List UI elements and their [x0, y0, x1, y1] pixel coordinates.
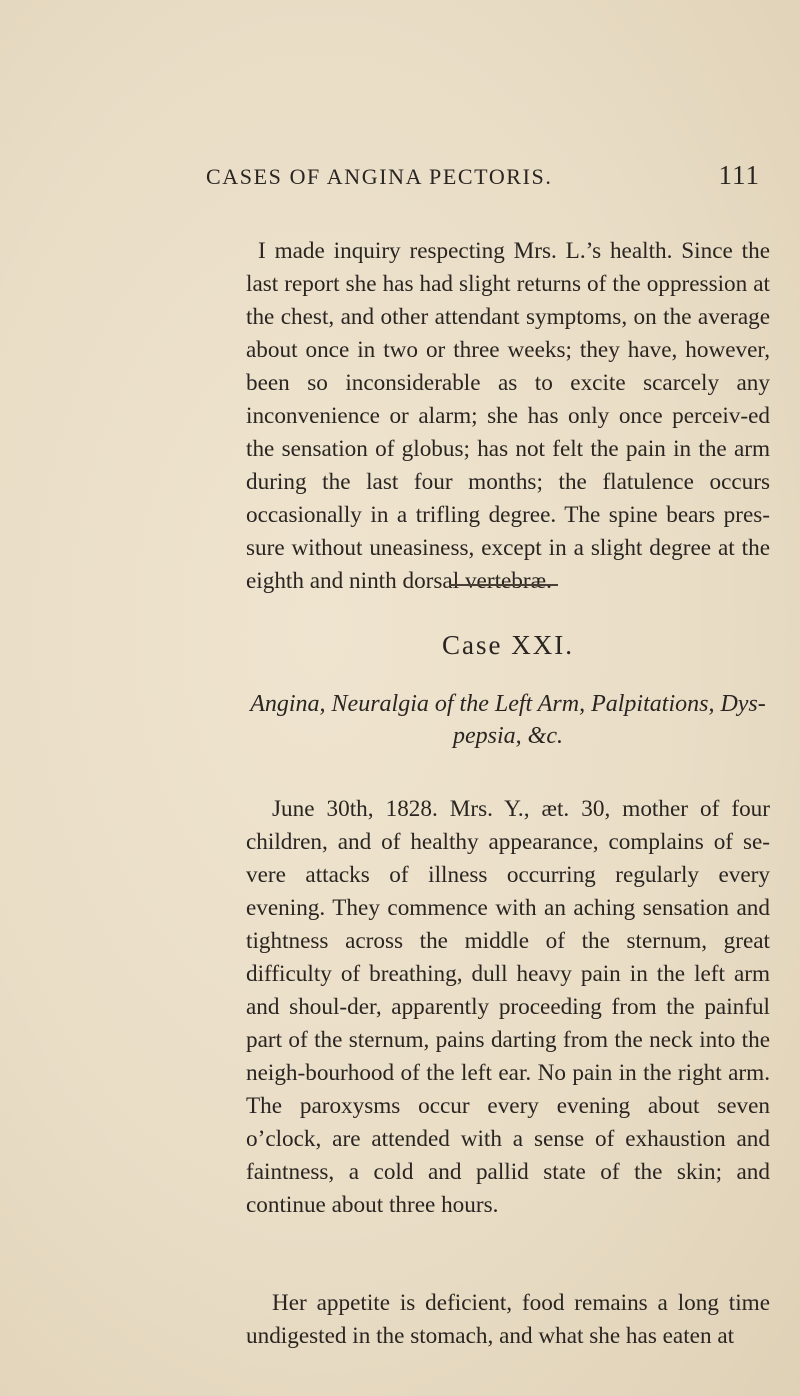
case-heading: Case XXI. — [442, 630, 574, 660]
paragraph-case-description: June 30th, 1828. Mrs. Y., æt. 30, mother of four children, and of healthy appearance, complains of se-vere attacks of illness occurring regularly every evening. They commence with an aching sensation and tightness across the middle of the sternum, great difficulty of breathing, dull heavy pain in the left arm and shoul-der, apparently proceeding from the painful part of the sternum, pains darting from the neck into the neigh-bourhood of the left ear. No pain in the right arm. The paroxysms occur every evening about seven o’clock, are attended with a sense of exhaustion and faintness, a cold and pallid state of the skin; and continue about three hours. — [246, 796, 770, 1219]
paragraph-appetite: Her appetite is deficient, food remains a long time undigested in the stomach, and what she has eaten at — [246, 1290, 770, 1350]
page-number: 111 — [718, 160, 760, 190]
section-divider — [450, 584, 558, 586]
paragraph-case-report-continued: I made inquiry respecting Mrs. L.’s health. Since the last report she has had slight returns of the oppression at the chest, and other attendant symptoms, on the average about once in two or three weeks; they have, however, been so inconsiderable as to excite scarcely any inconvenience or alarm; she has only once perceiv-ed the sensation of globus; has not felt the pain in the arm during the last four months; the flatulence occurs occasionally in a trifling degree. The spine bears pres-sure without uneasiness, except in a slight degree at the eighth and ninth dorsal vertebræ. — [246, 238, 770, 595]
case-subtitle: Angina, Neuralgia of the Left Arm, Palpitations, Dys-pepsia, &c. — [250, 691, 766, 749]
running-head-title: CASES OF ANGINA PECTORIS. — [206, 164, 553, 189]
running-head — [206, 160, 766, 196]
